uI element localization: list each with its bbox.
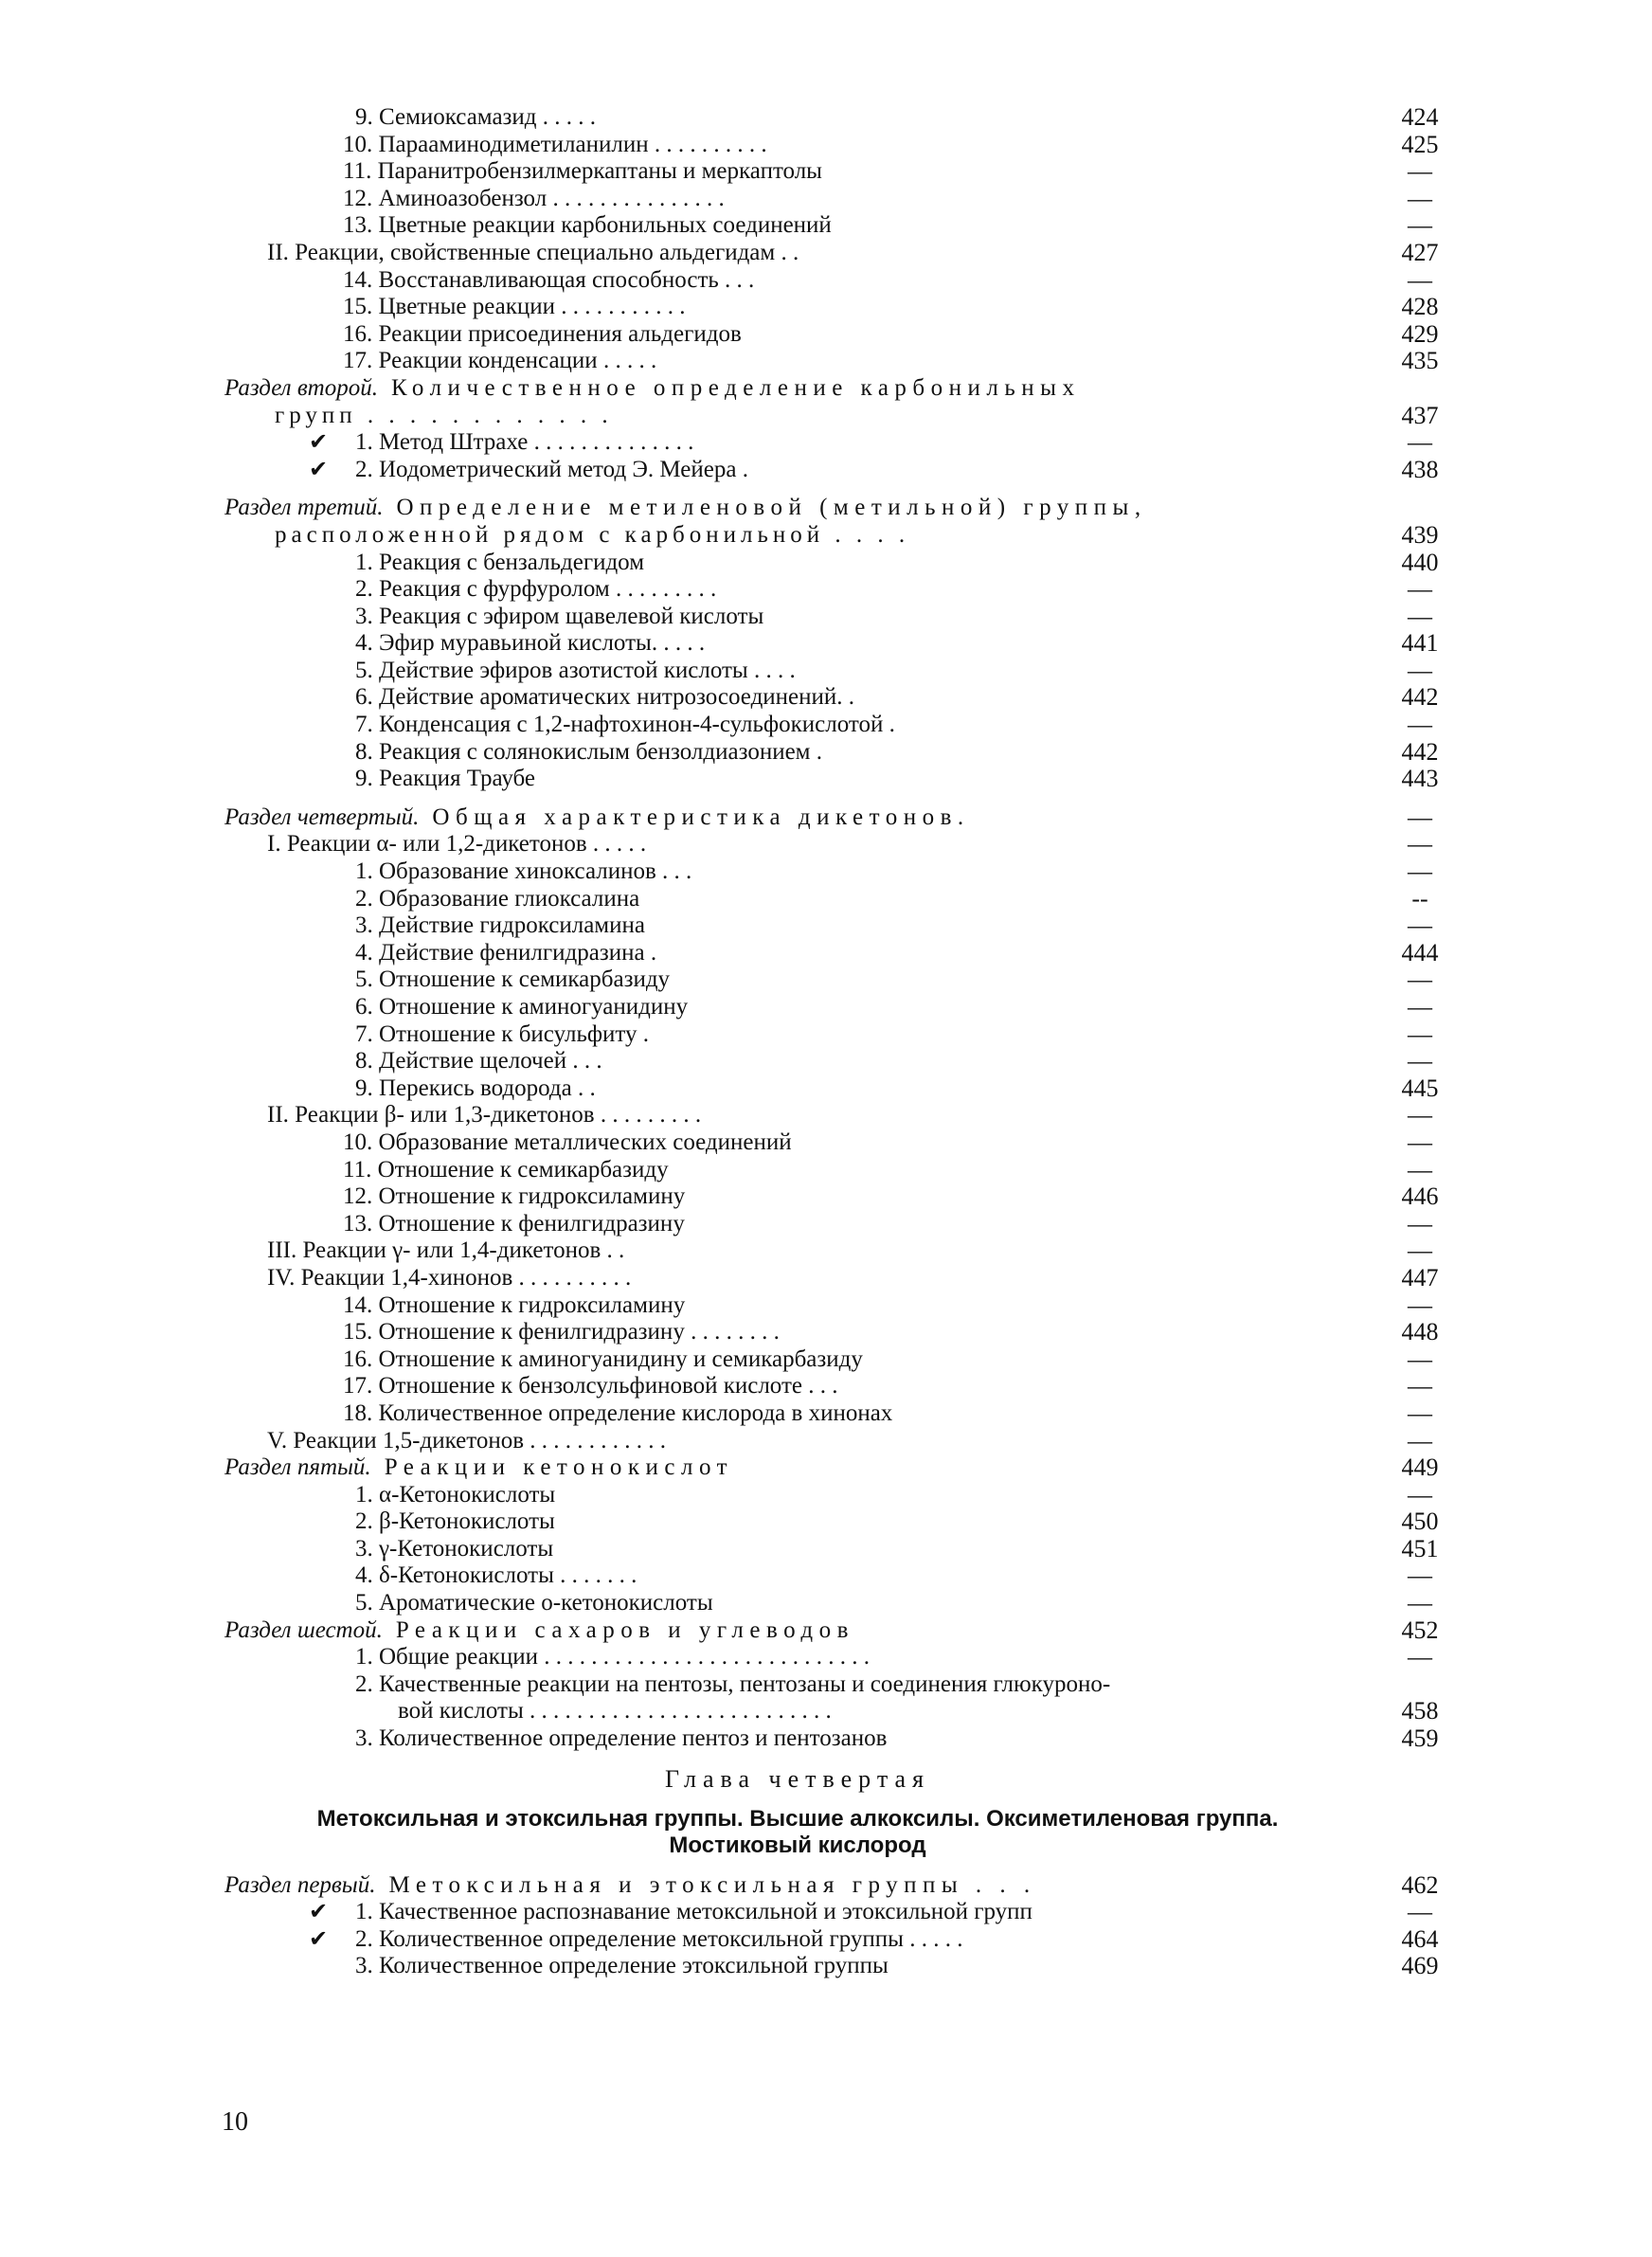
toc-entry bbox=[0, 1428, 1652, 1455]
toc-page-number: 425 bbox=[1401, 130, 1439, 158]
toc-entry bbox=[0, 1048, 1652, 1075]
toc-entry bbox=[0, 1319, 1652, 1346]
toc-entry bbox=[0, 604, 1652, 631]
toc-page-number: 446 bbox=[1401, 1183, 1439, 1211]
toc-entry bbox=[0, 1346, 1652, 1374]
toc-entry-text: 3. Реакция с эфиром щавелевой кислоты bbox=[355, 603, 764, 629]
toc-page-number: — bbox=[1408, 265, 1432, 294]
toc-entry-text: IV. Реакции 1,4-хинонов . . . . . . . . . . bbox=[267, 1264, 632, 1291]
toc-entry-text: 4. Эфир муравьиной кислоты. . . . . bbox=[355, 630, 706, 657]
toc-entry-text: 2. Количественное определение метоксильной группы . . . . . bbox=[355, 1925, 963, 1952]
toc-page-number: 458 bbox=[1401, 1697, 1439, 1725]
toc-entry-text: 18. Количественное определение кислорода в хинонах bbox=[343, 1399, 893, 1426]
toc-page-number: — bbox=[1408, 1047, 1432, 1075]
toc-entry bbox=[0, 1292, 1652, 1320]
toc-entry bbox=[0, 294, 1652, 321]
toc-entry-text: 11. Паранитробензилмеркаптаны и меркаптолы bbox=[343, 158, 822, 185]
toc-page-number: — bbox=[1408, 1345, 1432, 1373]
toc-page-number: 464 bbox=[1401, 1924, 1439, 1953]
toc-entry-text: 1. Общие реакции . . . . . . . . . . . . . . . . . . . . . . . . . . . . bbox=[355, 1644, 871, 1670]
toc-entry bbox=[0, 429, 1652, 457]
toc-entry bbox=[0, 1075, 1652, 1103]
toc-entry bbox=[0, 1373, 1652, 1400]
toc-entry-text: 1. Метод Штрахе . . . . . . . . . . . . . . bbox=[355, 429, 694, 456]
toc-entry bbox=[0, 550, 1652, 577]
toc-entry-text: вой кислоты . . . . . . . . . . . . . . . . . . . . . . . . . . bbox=[398, 1698, 832, 1724]
toc-page-number: — bbox=[1408, 1155, 1432, 1183]
toc-entry-text: 9. Семиоксамазид . . . . . bbox=[355, 104, 597, 130]
toc-page-number: — bbox=[1408, 1480, 1432, 1508]
toc-entry bbox=[0, 886, 1652, 913]
toc-page-number: 438 bbox=[1401, 455, 1439, 483]
toc-entry bbox=[0, 104, 1652, 132]
chapter-subheading: Мостиковый кислород bbox=[669, 1832, 926, 1858]
toc-entry bbox=[0, 966, 1652, 994]
toc-entry-text: 2. Качественные реакции на пентозы, пентозаны и соединения глюкуроно- bbox=[355, 1670, 1111, 1697]
toc-page-number: — bbox=[1408, 1643, 1432, 1671]
toc-page-number: 437 bbox=[1401, 401, 1439, 429]
section-label: Раздел первый. bbox=[224, 1871, 376, 1898]
toc-entry-text bbox=[224, 1872, 1036, 1900]
toc-page-number: 462 bbox=[1401, 1870, 1439, 1899]
section-title: Определение метиленовой (метильной) группы, bbox=[396, 495, 1147, 521]
toc-entry-text: 13. Цветные реакции карбонильных соединений bbox=[343, 212, 832, 239]
toc-entry-text: 7. Отношение к бисульфиту . bbox=[355, 1020, 650, 1047]
toc-page-number: — bbox=[1408, 858, 1432, 886]
section-title: Метоксильная и этоксильная группы . . . bbox=[388, 1871, 1036, 1898]
check-mark-icon: ✔ bbox=[309, 430, 329, 456]
toc-entry bbox=[0, 1725, 1652, 1753]
spacer bbox=[0, 483, 1652, 495]
toc-page-number: 443 bbox=[1401, 765, 1439, 793]
toc-entry-text: 1. Образование хиноксалинов . . . bbox=[355, 858, 692, 885]
toc-entry-text: 9. Реакция Траубе bbox=[355, 766, 536, 792]
toc-page-number: — bbox=[1408, 1372, 1432, 1400]
toc-page-number: 435 bbox=[1401, 347, 1439, 375]
toc-entries bbox=[0, 104, 1652, 1753]
toc-entry bbox=[0, 912, 1652, 940]
toc-entry bbox=[0, 658, 1652, 685]
toc-page-number: — bbox=[1408, 803, 1432, 831]
page-number: 10 bbox=[222, 2107, 248, 2137]
toc-entry bbox=[0, 1644, 1652, 1671]
toc-entry bbox=[0, 158, 1652, 186]
toc-entry bbox=[0, 576, 1652, 604]
toc-entry-text: групп . . . . . . . . . . . . bbox=[275, 402, 613, 428]
section-title: Реакции кетонокислот bbox=[384, 1454, 734, 1481]
toc-page-number: 439 bbox=[1401, 520, 1439, 549]
toc-entry bbox=[0, 1021, 1652, 1049]
toc-entry-text: 1. α-Кетонокислоты bbox=[355, 1481, 556, 1508]
toc-entry bbox=[0, 1671, 1652, 1699]
table-of-contents bbox=[0, 104, 1652, 1980]
toc-page-number: — bbox=[1408, 1209, 1432, 1237]
toc-entry-text: 3. Действие гидроксиламина bbox=[355, 912, 645, 939]
toc-entry-text: 14. Отношение к гидроксиламину bbox=[343, 1291, 686, 1318]
toc-entry-text: 15. Цветные реакции . . . . . . . . . . . bbox=[343, 294, 686, 320]
toc-entry bbox=[0, 267, 1652, 295]
toc-page-number: 427 bbox=[1401, 238, 1439, 266]
toc-entry bbox=[0, 739, 1652, 767]
toc-entry-text: 5. Действие эфиров азотистой кислоты . . . . bbox=[355, 657, 796, 683]
toc-entry bbox=[0, 240, 1652, 267]
toc-entry bbox=[0, 831, 1652, 858]
toc-entry-text: III. Реакции γ- или 1,4-дикетонов . . bbox=[267, 1237, 625, 1264]
toc-section bbox=[0, 495, 1652, 522]
toc-entry bbox=[0, 1508, 1652, 1536]
check-mark-icon: ✔ bbox=[309, 457, 329, 482]
toc-entry bbox=[0, 1183, 1652, 1211]
toc-page-number: — bbox=[1408, 711, 1432, 739]
toc-page-number: — bbox=[1408, 1589, 1432, 1617]
toc-entry-text: II. Реакции β- или 1,3-дикетонов . . . . . . . . . bbox=[267, 1102, 702, 1128]
toc-entry-text: 16. Отношение к аминогуанидину и семикарбазиду bbox=[343, 1345, 863, 1372]
toc-entry-text: 2. Реакция с фурфуролом . . . . . . . . . bbox=[355, 576, 717, 603]
toc-entry-text: 2. Иодометрический метод Э. Мейера . bbox=[355, 456, 748, 482]
toc-entry-text: 7. Конденсация с 1,2-нафтохинон-4-сульфокислотой . bbox=[355, 712, 895, 738]
toc-page-number: -- bbox=[1411, 884, 1428, 912]
toc-entry bbox=[0, 1562, 1652, 1590]
toc-page-number: — bbox=[1408, 1426, 1432, 1454]
toc-entry bbox=[0, 132, 1652, 159]
toc-page-number: 441 bbox=[1401, 629, 1439, 658]
toc-entry-text: 4. Действие фенилгидразина . bbox=[355, 939, 657, 966]
toc-page-number: — bbox=[1408, 1898, 1432, 1926]
toc-page-number: — bbox=[1408, 656, 1432, 684]
section-label: Раздел второй. bbox=[224, 374, 378, 401]
toc-entry bbox=[0, 186, 1652, 213]
toc-entry bbox=[0, 1400, 1652, 1428]
toc-page-number: 451 bbox=[1401, 1534, 1439, 1562]
toc-entry bbox=[0, 994, 1652, 1021]
toc-entry bbox=[0, 1590, 1652, 1617]
toc-page-number: 442 bbox=[1401, 683, 1439, 712]
toc-page-number: — bbox=[1408, 1562, 1432, 1590]
toc-section bbox=[0, 375, 1652, 403]
toc-entry-text: I. Реакции α- или 1,2-дикетонов . . . . . bbox=[267, 831, 647, 858]
toc-entry bbox=[0, 457, 1652, 484]
toc-page-number: 459 bbox=[1401, 1724, 1439, 1753]
toc-entry-text: 2. Образование глиоксалина bbox=[355, 885, 640, 912]
toc-page-number: 442 bbox=[1401, 737, 1439, 766]
toc-entry-text: 10. Образование металлических соединений bbox=[343, 1128, 792, 1155]
toc-entry-text: II. Реакции, свойственные специально альдегидам . . bbox=[267, 239, 799, 265]
toc-entry bbox=[0, 321, 1652, 349]
toc-page-number: — bbox=[1408, 1128, 1432, 1156]
toc-entry-text bbox=[224, 804, 970, 832]
section-label: Раздел третий. bbox=[224, 495, 384, 521]
toc-entry-text: 9. Перекись водорода . . bbox=[355, 1074, 596, 1101]
toc-entry bbox=[0, 1157, 1652, 1184]
toc-entry-text bbox=[224, 495, 1147, 522]
toc-entry bbox=[0, 766, 1652, 793]
toc-entry bbox=[0, 1899, 1652, 1926]
toc-entry bbox=[0, 1102, 1652, 1129]
toc-page-number: — bbox=[1408, 1399, 1432, 1427]
toc-page-number: — bbox=[1408, 428, 1432, 457]
toc-entry-text: 10. Парааминодиметиланилин . . . . . . . . . . bbox=[343, 131, 767, 157]
toc-entry-text: 13. Отношение к фенилгидразину bbox=[343, 1210, 685, 1237]
section-label: Раздел пятый. bbox=[224, 1454, 371, 1481]
toc-entry bbox=[0, 1211, 1652, 1238]
toc-entry-text bbox=[224, 1617, 854, 1645]
toc-entry bbox=[0, 1536, 1652, 1563]
toc-entry-text: 3. γ-Кетонокислоты bbox=[355, 1535, 554, 1562]
toc-entry-text: 8. Реакция с солянокислым бензолдиазонием . bbox=[355, 738, 822, 765]
toc-entry-text: 14. Восстанавливающая способность . . . bbox=[343, 266, 755, 293]
toc-entry-text: 12. Аминоазобензол . . . . . . . . . . . . . . . bbox=[343, 185, 725, 211]
toc-entry bbox=[0, 348, 1652, 375]
toc-page-number: 448 bbox=[1401, 1318, 1439, 1346]
toc-page-number: — bbox=[1408, 1291, 1432, 1319]
toc-page-number: 428 bbox=[1401, 293, 1439, 321]
section-label: Раздел шестой. bbox=[224, 1616, 383, 1643]
toc-entry bbox=[0, 712, 1652, 739]
toc-entry-text: 15. Отношение к фенилгидразину . . . . . . . . bbox=[343, 1319, 780, 1345]
toc-entry-text: 3. Количественное определение пентоз и пентозанов bbox=[355, 1725, 888, 1752]
chapter-title: Глава четвертая bbox=[664, 1764, 931, 1793]
toc-entry-text: 12. Отношение к гидроксиламину bbox=[343, 1183, 686, 1210]
toc-entry-text: 1. Реакция с бензальдегидом bbox=[355, 549, 645, 575]
toc-entry bbox=[0, 1482, 1652, 1509]
toc-page-number: — bbox=[1408, 830, 1432, 858]
toc-entry bbox=[0, 630, 1652, 658]
toc-entry-text: 11. Отношение к семикарбазиду bbox=[343, 1156, 669, 1183]
toc-entry bbox=[0, 684, 1652, 712]
toc-page-number: — bbox=[1408, 575, 1432, 604]
toc-entry bbox=[0, 940, 1652, 967]
toc-page-number: 450 bbox=[1401, 1508, 1439, 1536]
toc-page-number: — bbox=[1408, 912, 1432, 940]
toc-page-number: — bbox=[1408, 1020, 1432, 1048]
toc-section bbox=[0, 1454, 1652, 1482]
toc-page-number: — bbox=[1408, 993, 1432, 1020]
check-mark-icon: ✔ bbox=[309, 1900, 329, 1925]
toc-section bbox=[0, 1617, 1652, 1645]
toc-entry-text: 5. Отношение к семикарбазиду bbox=[355, 966, 671, 993]
toc-page-number: — bbox=[1408, 1101, 1432, 1129]
section-title: Количественное определение карбонильных bbox=[390, 374, 1081, 401]
check-mark-icon: ✔ bbox=[309, 1926, 329, 1952]
toc-entry-text: 6. Действие ароматических нитрозосоединений. . bbox=[355, 684, 855, 711]
toc-page-number: 452 bbox=[1401, 1616, 1439, 1644]
toc-entry-text: расположенной рядом с карбонильной . . . . bbox=[275, 521, 910, 548]
toc-page-number: — bbox=[1408, 1237, 1432, 1265]
toc-page-number: — bbox=[1408, 966, 1432, 994]
toc-page-number: 440 bbox=[1401, 548, 1439, 576]
toc-entry bbox=[0, 858, 1652, 886]
toc-page-number: 424 bbox=[1401, 103, 1439, 131]
toc-entry-text: 2. β-Кетонокислоты bbox=[355, 1508, 555, 1535]
toc-entry-text: 17. Реакции конденсации . . . . . bbox=[343, 348, 657, 374]
toc-section bbox=[0, 1872, 1652, 1900]
toc-entry-text: V. Реакции 1,5-дикетонов . . . . . . . . . . . . bbox=[267, 1427, 667, 1454]
toc-entry bbox=[0, 1698, 1652, 1725]
toc-page-number: 444 bbox=[1401, 938, 1439, 966]
toc-page-number: — bbox=[1408, 602, 1432, 630]
toc-entry bbox=[0, 1926, 1652, 1954]
toc-entry-text: 6. Отношение к аминогуанидину bbox=[355, 994, 689, 1020]
toc-entry bbox=[0, 403, 1652, 430]
toc-entry bbox=[0, 212, 1652, 240]
toc-entry bbox=[0, 1953, 1652, 1980]
chapter-toc-entries bbox=[0, 1872, 1652, 1980]
toc-section bbox=[0, 804, 1652, 832]
section-title: Общая характеристика дикетонов. bbox=[432, 803, 970, 830]
toc-page-number: — bbox=[1408, 211, 1432, 240]
toc-entry-text: 5. Ароматические о-кетонокислоты bbox=[355, 1590, 713, 1616]
toc-entry-text bbox=[224, 1454, 733, 1482]
toc-page-number: 449 bbox=[1401, 1454, 1439, 1482]
toc-page-number: 447 bbox=[1401, 1263, 1439, 1291]
toc-page-number: 429 bbox=[1401, 319, 1439, 348]
toc-entry-text: 16. Реакции присоединения альдегидов bbox=[343, 320, 742, 347]
toc-page-number: — bbox=[1408, 184, 1432, 212]
toc-entry-text: 17. Отношение к бензолсульфиновой кислоте . . . bbox=[343, 1373, 838, 1399]
toc-entry-text: 3. Количественное определение этоксильной группы bbox=[355, 1953, 889, 1979]
toc-entry bbox=[0, 1237, 1652, 1265]
toc-page-number: — bbox=[1408, 157, 1432, 186]
toc-page-number: 445 bbox=[1401, 1074, 1439, 1102]
chapter-heading: Метоксильная и этоксильная группы. Высшие алкоксилы. Оксиметиленовая группа. bbox=[316, 1805, 1279, 1832]
section-title: Реакции сахаров и углеводов bbox=[395, 1616, 854, 1643]
toc-entry-text: 4. δ-Кетонокислоты . . . . . . . bbox=[355, 1562, 637, 1589]
spacer bbox=[0, 793, 1652, 804]
toc-entry bbox=[0, 1265, 1652, 1292]
toc-entry bbox=[0, 1129, 1652, 1157]
toc-entry-text bbox=[224, 375, 1080, 403]
toc-page-number: 469 bbox=[1401, 1952, 1439, 1980]
toc-entry-text: 8. Действие щелочей . . . bbox=[355, 1048, 602, 1074]
section-label: Раздел четвертый. bbox=[224, 803, 420, 830]
toc-entry bbox=[0, 522, 1652, 550]
toc-entry-text: 1. Качественное распознавание метоксильной и этоксильной групп bbox=[355, 1899, 1032, 1925]
